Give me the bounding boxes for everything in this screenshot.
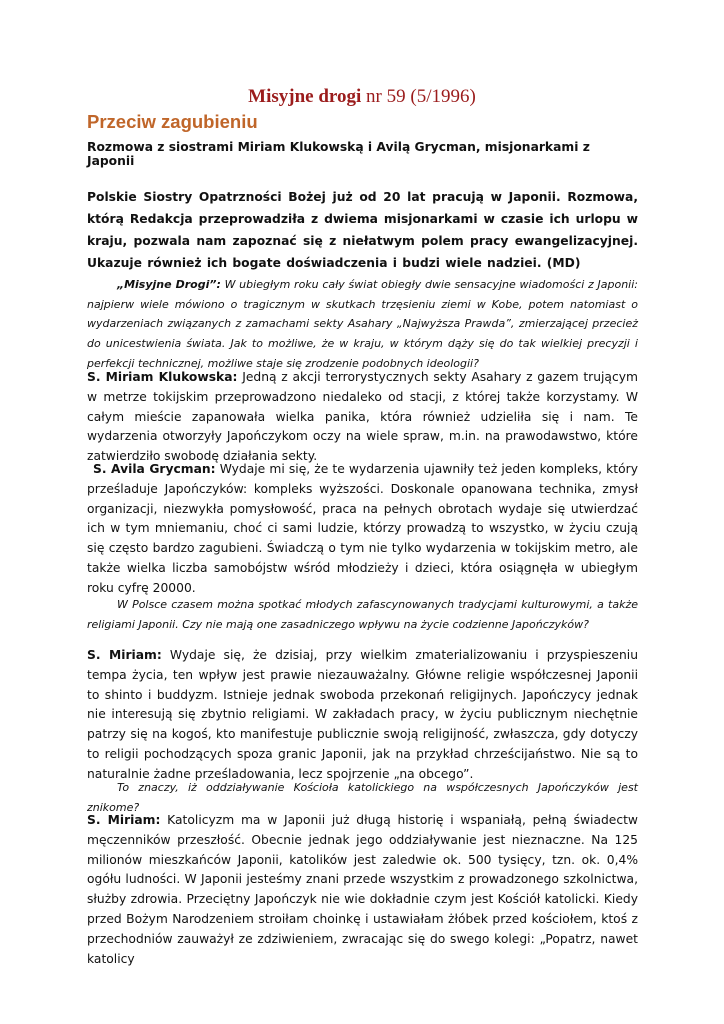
answer-1-speaker: S. Miriam Klukowska: xyxy=(87,370,238,384)
article-subtitle: Rozmowa z siostrami Miriam Klukowską i Avilą Grycman, misjonarkami z Japonii xyxy=(87,140,590,168)
answer-2 xyxy=(87,460,638,599)
answer-4-speaker: S. Miriam: xyxy=(87,813,161,827)
answer-2-speaker: S. Avila Grycman: xyxy=(93,462,216,476)
lead-paragraph: Polskie Siostry Opatrzności Bożej już od 20 lat pracują w Japonii. Rozmowa, którą Redakcja przeprowadziła z dwiema misjonarkami w czasie ich urlopu w kraju, pozwala nam zapoznać się z niełatwym polem pracy ewangelizacyjnej. Ukazuje również ich bogate doświadczenia i budzi wiele nadziei. (MD) xyxy=(87,190,638,270)
answer-3-speaker: S. Miriam: xyxy=(87,648,162,662)
answer-4 xyxy=(87,811,638,969)
question-2: W Polsce czasem można spotkać młodych zafascynowanych tradycjami kulturowymi, a także religiami Japonii. Czy nie mają one zasadniczego wpływu na życie codzienne Japończyków? xyxy=(87,598,638,631)
answer-4-text: Katolicyzm ma w Japonii już długą historię i wspaniałą, pełną świadectw męczenników przeszłość. Obecnie jednak jego oddziaływanie jest nieznaczne. Na 125 milionów mieszkańców Japonii, katolików jest zaledwie ok. 500 tysięcy, tzn. ok. 0,4% ogółu ludności. W Japonii jesteśmy znani przede wszystkim z prowadzonego szkolnictwa, służby zdrowia. Przeciętny Japończyk nie wie dokładnie czym jest Kościół katolicki. Kiedy przed Bożym Narodzeniem stroiłam choinkę i ustawiałam żłóbek przed kościołem, ktoś z przechodniów zauważył ze zdziwieniem, zwracając się do swego kolegi: „Popatrz, nawet katolicy xyxy=(87,813,638,966)
masthead xyxy=(0,86,724,108)
answer-1 xyxy=(87,368,638,467)
article-title: Przeciw zagubieniu xyxy=(87,111,258,132)
answer-2-text: Wydaje mi się, że te wydarzenia ujawniły też jeden kompleks, który prześladuje Japończyków: kompleks wyższości. Doskonale opanowana technika, zmysł organizacji, niezwykła pomysłowość, praca na pełnych obrotach wydaje się utwierdzać ich w tym mniemaniu, choć ci sami ludzie, którzy prowadzą to wszystko, w życiu czują się często bardzo zagubieni. Świadczą o tym nie tylko wydarzenia w tokijskim metro, ale także wielka liczba samobójstw wśród młodzieży i dzieci, która osiągnęła w ubiegłym roku cyfrę 20000. xyxy=(87,462,638,595)
magazine-name: Misyjne drogi xyxy=(248,86,362,107)
answer-3 xyxy=(87,646,638,785)
issue-number: nr 59 (5/1996) xyxy=(366,86,476,107)
answer-1-text: Jedną z akcji terrorystycznych sekty Asahary z gazem trującym w metrze tokijskim przeprowadzono niedaleko od stacji, z której także korzystamy. W całym mieście zapanowała wielka panika, która również udzieliła się i nam. Te wydarzenia otworzyły Japończykom oczy na wiele spraw, m.in. na prawodawstwo, które zatwierdziło swobodę działania sekty. xyxy=(87,370,638,464)
question-3: To znaczy, iż oddziaływanie Kościoła katolickiego na współczesnych Japończyków jest znikome? xyxy=(87,781,638,814)
question-1 xyxy=(87,275,638,374)
question-1-speaker: „Misyjne Drogi”: xyxy=(117,278,221,291)
answer-3-text: Wydaje się, że dzisiaj, przy wielkim zmaterializowaniu i przyspieszeniu tempa życia, ten wpływ jest prawie niezauważalny. Główne religie współczesnej Japonii to shinto i buddyzm. Istnieje jednak swoboda przekonań religijnych. Japończycy jednak nie interesują się zbytnio religiami. W zakładach pracy, w życiu publicznym niechętnie patrzy się na kogoś, kto manifestuje publicznie swoją religijność, zwłaszcza, gdy dotyczy to religii pochodzących spoza granic Japonii, jak na przykład chrześcijaństwo. Nie są to naturalnie żadne prześladowania, lecz spojrzenie „na obcego”. xyxy=(87,648,638,781)
question-1-text: W ubiegłym roku cały świat obiegły dwie sensacyjne wiadomości z Japonii: najpierw wiele mówiono o tragicznym w skutkach trzęsieniu ziemi w Kobe, potem natomiast o wydarzeniach związanych z zamachami sekty Asahary „Najwyższa Prawda”, zmierzającej przecież do unicestwienia świata. Jak to możliwe, że w kraju, w którym dąży się do tak wielkiej precyzji i perfekcji technicznej, możliwe staje się zrodzenie podobnych ideologii? xyxy=(87,278,638,370)
